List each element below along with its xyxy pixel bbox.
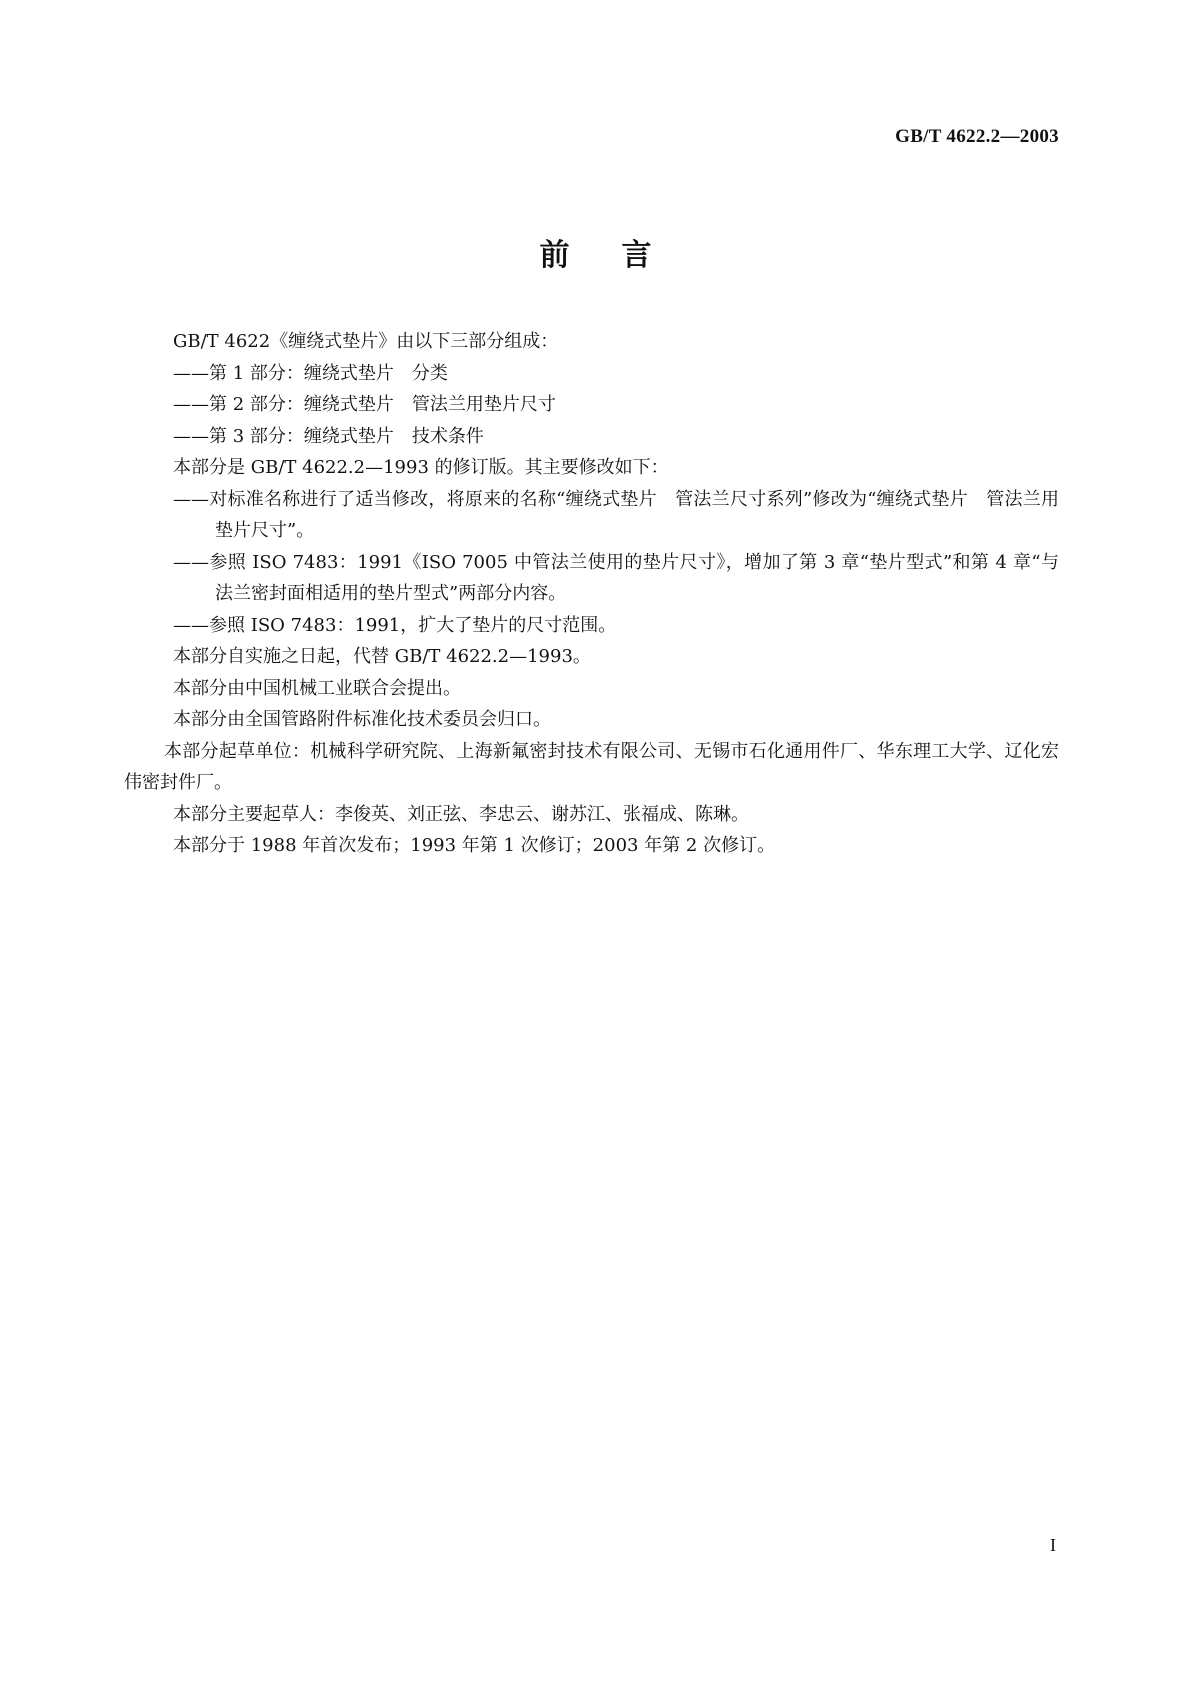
- paragraph-intro: GB/T 4622《缠绕式垫片》由以下三部分组成：: [173, 331, 559, 352]
- paragraph-drafting-units: 本部分起草单位：机械科学研究院、上海新氟密封技术有限公司、无锡市石化通用件厂、华东理工大学、辽化宏伟密封件厂。: [124, 740, 1059, 793]
- page-number: I: [1050, 1535, 1056, 1555]
- paragraph-history: 本部分于 1988 年首次发布；1993 年第 1 次修订；2003 年第 2 次修订。: [173, 835, 776, 856]
- paragraph-drafters: 本部分主要起草人：李俊英、刘正弦、李忠云、谢苏江、张福成、陈琳。: [173, 803, 749, 825]
- paragraph-revision: 本部分是 GB/T 4622.2—1993 的修订版。其主要修改如下：: [173, 457, 669, 478]
- list-item-part-2: ——第 2 部分：缠绕式垫片 管法兰用垫片尺寸: [173, 394, 556, 415]
- list-item-part-3: ——第 3 部分：缠绕式垫片 技术条件: [173, 425, 484, 447]
- paragraph-replaces: 本部分自实施之日起，代替 GB/T 4622.2—1993。: [173, 646, 591, 667]
- list-item-change-2: ——参照 ISO 7483：1991《ISO 7005 中管法兰使用的垫片尺寸》，增加了第 3 章“垫片型式”和第 4 章“与法兰密封面相适用的垫片型式”两部分内容。: [173, 551, 1059, 604]
- paragraph-proposed-by: 本部分由中国机械工业联合会提出。: [173, 677, 461, 699]
- list-item-change-1: ——对标准名称进行了适当修改，将原来的名称“缠绕式垫片 管法兰尺寸系列”修改为“缠绕式垫片 管法兰用垫片尺寸”。: [173, 488, 1059, 541]
- list-item-change-3: ——参照 ISO 7483：1991，扩大了垫片的尺寸范围。: [173, 614, 617, 636]
- foreword-body: [124, 326, 1059, 862]
- standard-number: GB/T 4622.2—2003: [895, 126, 1059, 147]
- list-item-part-1: ——第 1 部分：缠绕式垫片 分类: [173, 362, 448, 384]
- page-title: 前言: [539, 238, 704, 273]
- paragraph-managed-by: 本部分由全国管路附件标准化技术委员会归口。: [173, 709, 551, 730]
